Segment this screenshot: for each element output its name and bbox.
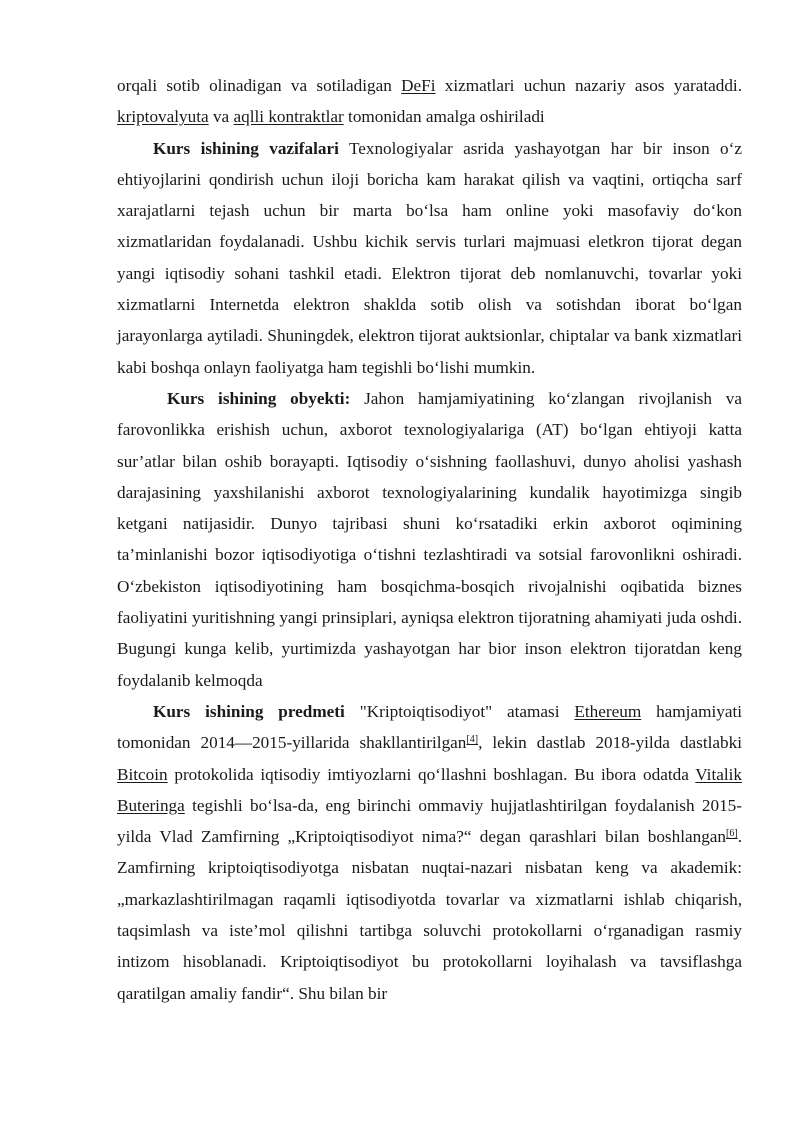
- paragraph-intro-continuation: [117, 70, 742, 133]
- paragraph-text: protokolida iqtisodiy imtiyozlarni qo‘llashni boshlagan. Bu ibora odatda: [167, 764, 696, 784]
- link-ethereum[interactable]: Ethereum: [574, 701, 642, 721]
- paragraph-text: va: [208, 107, 234, 127]
- link-vitalik-buterin[interactable]: Vitalik Buteringa: [117, 764, 742, 815]
- paragraph-text: Texnologiyalar asrida yashayotgan har bir inson o‘z ehtiyojlarini qondirish uchun iloji boricha kam harakat qilish va vaqtini, ortiqcha sarf xarajatlarni tejash uchun bir marta bo‘lsa ham online yoki masofaviy do‘kon xizmatlaridan foydalanadi. Ushbu kichik servis turlari majmuasi eletkron tijorat degan yangi iqtisodiy sohani tashkil etadi. Elektron tijorat deb nomlanuvchi, tovarlar yoki xizmatlarni Internetda elektron shaklda sotib olish va sotishdan iborat bo‘lgan jarayonlarga aytiladi. Shuningdek, elektron tijorat auktsionlar, chiptalar va bank xizmatlari kabi boshqa onlayn faoliyatga ham tegishli bo‘lishi mumkin.: [117, 138, 742, 377]
- paragraph-text: "Kriptoiqtisodiyot" atamasi: [344, 701, 575, 721]
- link-bitcoin[interactable]: Bitcoin: [117, 764, 168, 784]
- link-kriptovalyuta[interactable]: kriptovalyuta: [117, 107, 209, 127]
- footnote-ref-4[interactable]: [4]: [466, 734, 479, 746]
- paragraph-text: Jahon hamjamiyatining ko‘zlangan rivojlanish va farovonlikka erishish uchun, axborot texnologiyalariga (AT) bo‘lgan ehtiyoji katta sur’atlar bilan oshib borayapti. Iqtisodiy o‘sishning faollashuvi, dunyo aholisi yashash darajasining yaxshilanishi axborot texnologiyalarining kundalik hayotimizga singib ketgani natijasidir. Dunyo tajribasi shuni ko‘rsatadiki erkin axborot oqimining ta’minlanishi bozor iqtisodiyotiga o‘tishni tezlashtiradi va sotsial farovonlikni oshiradi. O‘zbekiston iqtisodiyotining ham bosqichma-bosqich rivojalnishi oqibatida biznes faoliyatini yuritishning yangi prinsiplari, ayniqsa elektron tijoratning ahamiyati juda oshdi. Bugungi kunga kelib, yurtimizda yashayotgan har bior inson elektron tijoratdan keng foydalanib kelmoqda: [117, 388, 743, 690]
- section-heading-predmeti: Kurs ishining predmeti: [153, 701, 345, 721]
- paragraph-text: , lekin dastlab 2018-yilda dastlabki: [478, 733, 742, 753]
- section-heading-vazifalari: Kurs ishining vazifalari: [153, 138, 339, 158]
- paragraph-text: . Zamfirning kriptoiqtisodiyotga nisbatan nuqtai-nazari nisbatan keng va akademik: „markazlashtirilmagan raqamli iqtisodiyotda tovarlar va xizmatlarni ishlab chiqarish, taqsimlash va iste’mol qilishni tartibga soluvchi protokollarni o‘rganadigan rasmiy intizom hisoblanadi. Kriptoiqtisodiyot bu protokollarni loyihalash va tavsiflashga qaratilgan amaliy fandir“. Shu bilan bir: [117, 827, 742, 1003]
- paragraph-text: tegishli bo‘lsa-da, eng birinchi ommaviy hujjatlashtirilgan foydalanish 2015-yilda Vlad Zamfirning „Kriptoiqtisodiyot nima?“ degan qarashlari bilan boshlangan: [117, 795, 742, 847]
- paragraph-obyekti: [117, 383, 742, 696]
- paragraph-predmeti: [117, 696, 742, 1009]
- paragraph-vazifalari: [117, 133, 742, 383]
- paragraph-text: tomonidan amalga oshiriladi: [343, 107, 545, 127]
- link-defi[interactable]: DeFi: [401, 76, 436, 95]
- paragraph-text: orqali sotib olinadigan va sotiladigan: [117, 76, 402, 95]
- paragraph-text: hamjamiyati tomonidan 2014—2015-yillarida shakllantirilgan: [117, 701, 742, 753]
- footnote-ref-6[interactable]: [6]: [726, 828, 738, 840]
- link-aqlli-kontraktlar[interactable]: aqlli kontraktlar: [233, 107, 344, 127]
- paragraph-text: xizmatlari uchun nazariy asos yarataddi.: [435, 76, 742, 95]
- section-heading-obyekti: Kurs ishining obyekti:: [167, 388, 351, 408]
- document-page: [117, 70, 742, 1009]
